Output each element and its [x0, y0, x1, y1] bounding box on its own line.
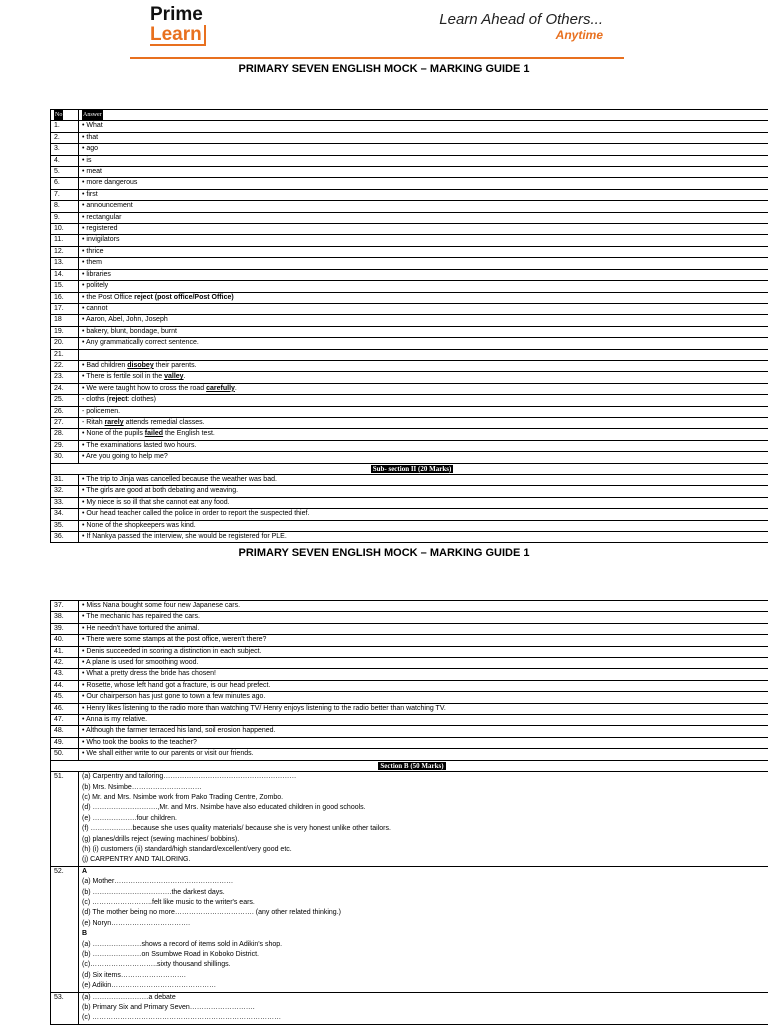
question-number: 31.	[51, 475, 79, 486]
question-number: 35.	[51, 520, 79, 531]
table-row	[51, 235, 768, 246]
question-number: 24.	[51, 383, 79, 394]
table-row	[51, 692, 768, 703]
table-row	[51, 417, 768, 428]
question-number: 17.	[51, 303, 79, 314]
question-number: 19.	[51, 326, 79, 337]
document-title-repeat: PRIMARY SEVEN ENGLISH MOCK – MARKING GUIDE 1	[0, 547, 768, 559]
answer-cell: • The trip to Jinja was cancelled because the weather was bad.	[79, 475, 768, 486]
table-row	[51, 224, 768, 235]
question-number: 7.	[51, 189, 79, 200]
table-row	[51, 440, 768, 451]
answer-cell: • None of the shopkeepers was kind.	[79, 520, 768, 531]
answer-line: (h) (i) customers (ii) standard/high standard/excellent/very good etc.	[82, 845, 768, 855]
answer-cell: • The girls are good at both debating and weaving.	[79, 486, 768, 497]
column-header-answer: Answer	[82, 110, 103, 120]
logo-word-learn: Learn	[150, 25, 206, 46]
document-title: PRIMARY SEVEN ENGLISH MOCK – MARKING GUIDE 1	[0, 63, 768, 75]
section-heading: Section B (50 Marks)	[378, 762, 445, 770]
table-row	[51, 680, 768, 691]
answer-cell: • Denis succeeded in scoring a distinction in each subject.	[79, 646, 768, 657]
page-header	[0, 0, 768, 62]
table-row	[51, 121, 768, 132]
table-row	[51, 509, 768, 520]
answer-cell: • Miss Nana bought some four new Japanese cars.	[79, 601, 768, 612]
table-row	[51, 189, 768, 200]
question-number: 1.	[51, 121, 79, 132]
question-number: 2.	[51, 132, 79, 143]
table-row	[51, 167, 768, 178]
answer-line: (c) ……………………..felt like music to the writer's ears.	[82, 898, 768, 908]
table-row	[51, 132, 768, 143]
question-number: 42.	[51, 658, 79, 669]
question-number: 15.	[51, 281, 79, 292]
answer-cell: • invigilators	[79, 235, 768, 246]
marking-table-2	[50, 600, 768, 1025]
table-row	[51, 452, 768, 463]
answer-line: (b) …………………………….the darkest days.	[82, 888, 768, 898]
answer-cell: • them	[79, 258, 768, 269]
table-row	[51, 258, 768, 269]
question-number: 39.	[51, 623, 79, 634]
table-row	[51, 866, 768, 992]
answer-line: (a) ……………………a debate	[82, 993, 768, 1003]
answer-cell: • He needn't have tortured the animal.	[79, 623, 768, 634]
table-row	[51, 349, 768, 360]
question-number: 6.	[51, 178, 79, 189]
answer-cell: • Any grammatically correct sentence.	[79, 338, 768, 349]
answer-line: (f) ………………because she uses quality materials/ because she is very honest unlike other tailors.	[82, 824, 768, 834]
answer-line: (a) Carpentry and tailoring…………………………………………………	[82, 772, 768, 782]
answer-cell: • Our chairperson has just gone to town a few minutes ago.	[79, 692, 768, 703]
question-number: 43.	[51, 669, 79, 680]
answer-line: (b) Mrs. Nsimbe…………………………	[82, 783, 768, 793]
answer-cell: • cannot	[79, 303, 768, 314]
table-row	[51, 669, 768, 680]
question-number: 4.	[51, 155, 79, 166]
answer-cell	[79, 992, 768, 1024]
answer-cell: • announcement	[79, 201, 768, 212]
question-number: 45.	[51, 692, 79, 703]
table-row	[51, 646, 768, 657]
answer-line: (b) Primary Six and Primary Seven……………………….	[82, 1003, 768, 1013]
section-row	[51, 463, 768, 474]
question-number: 53.	[51, 992, 79, 1024]
answer-cell: • thrice	[79, 246, 768, 257]
table-row	[51, 292, 768, 303]
answer-cell: • What	[79, 121, 768, 132]
question-number: 40.	[51, 635, 79, 646]
question-number: 22.	[51, 360, 79, 371]
table-row	[51, 383, 768, 394]
table-row	[51, 486, 768, 497]
table-row	[51, 703, 768, 714]
answer-cell: • If Nankya passed the interview, she would be registered for PLE.	[79, 532, 768, 543]
table-row	[51, 395, 768, 406]
answer-cell: • The mechanic has repaired the cars.	[79, 612, 768, 623]
answer-cell: • Are you going to help me?	[79, 452, 768, 463]
question-number: 23.	[51, 372, 79, 383]
table-row	[51, 372, 768, 383]
table-row	[51, 520, 768, 531]
question-number: 44.	[51, 680, 79, 691]
table-row	[51, 212, 768, 223]
question-number: 13.	[51, 258, 79, 269]
answer-cell	[79, 772, 768, 867]
answer-cell: • My niece is so ill that she cannot eat any food.	[79, 497, 768, 508]
table-row	[51, 623, 768, 634]
answer-line: (c)………………………..sixty thousand shillings.	[82, 960, 768, 970]
question-number: 27.	[51, 417, 79, 428]
answer-cell: • Our head teacher called the police in order to report the suspected thief.	[79, 509, 768, 520]
question-number: 51.	[51, 772, 79, 867]
question-number: 52.	[51, 866, 79, 992]
answer-cell: - policemen.	[79, 406, 768, 417]
table-row	[51, 303, 768, 314]
question-number: 25.	[51, 395, 79, 406]
table-row	[51, 338, 768, 349]
answer-cell: • libraries	[79, 269, 768, 280]
table-row	[51, 178, 768, 189]
question-number: 33.	[51, 497, 79, 508]
answer-cell: • rectangular	[79, 212, 768, 223]
table-row	[51, 269, 768, 280]
answer-cell: • is	[79, 155, 768, 166]
question-number: 3.	[51, 144, 79, 155]
answer-cell: • registered	[79, 224, 768, 235]
table-row	[51, 315, 768, 326]
answer-cell: • What a pretty dress the bride has chosen!	[79, 669, 768, 680]
table-row	[51, 601, 768, 612]
question-number: 16.	[51, 292, 79, 303]
answer-line: (d) ……………………….,Mr. and Mrs. Nsimbe have also educated children in good schools.	[82, 803, 768, 813]
answer-cell: • meat	[79, 167, 768, 178]
header-rule	[130, 57, 624, 59]
answer-line: (e) Noryn…………………………….	[82, 919, 768, 929]
table-row	[51, 360, 768, 371]
question-number: 8.	[51, 201, 79, 212]
answer-line: (g) planes/drills reject (sewing machines/ bobbins).	[82, 835, 768, 845]
question-number: 9.	[51, 212, 79, 223]
answer-cell: • Although the farmer terraced his land, soil erosion happened.	[79, 726, 768, 737]
answer-line: (j) CARPENTRY AND TAILORING.	[82, 855, 768, 865]
question-number: 29.	[51, 440, 79, 451]
tagline-line1: Learn Ahead of Others...	[439, 12, 603, 28]
table-row	[51, 612, 768, 623]
question-number: 10.	[51, 224, 79, 235]
question-number: 32.	[51, 486, 79, 497]
table-header-row	[51, 110, 768, 121]
answer-cell: • We were taught how to cross the road carefully.	[79, 383, 768, 394]
answer-cell: • bakery, blunt, bondage, burnt	[79, 326, 768, 337]
answer-cell: • the Post Office reject (post office/Post Office)	[79, 292, 768, 303]
answer-cell	[79, 866, 768, 992]
answer-cell: • Anna is my relative.	[79, 715, 768, 726]
tagline	[439, 12, 603, 42]
question-number: 38.	[51, 612, 79, 623]
question-number: 26.	[51, 406, 79, 417]
answer-line: (c) ………………………………………………………………………	[82, 1013, 768, 1023]
question-number: 21.	[51, 349, 79, 360]
table-row	[51, 726, 768, 737]
table-row	[51, 155, 768, 166]
answer-line: (e) ……………….four children.	[82, 814, 768, 824]
answer-line: A	[82, 867, 768, 877]
answer-line: B	[82, 929, 768, 939]
answer-line: (a) Mother……………………………………………	[82, 877, 768, 887]
answer-cell: • Henry likes listening to the radio more than watching TV/ Henry enjoys listening to the radio better than watching TV.	[79, 703, 768, 714]
answer-cell: • Aaron, Abel, John, Joseph	[79, 315, 768, 326]
table-row	[51, 246, 768, 257]
answer-cell	[79, 349, 768, 360]
table-row	[51, 144, 768, 155]
answer-line: (e) Adikin………………………………………	[82, 981, 768, 991]
section-row	[51, 760, 768, 771]
table-row	[51, 406, 768, 417]
section-heading: Sub- section II (20 Marks)	[371, 465, 454, 473]
answer-cell: • A plane is used for smoothing wood.	[79, 658, 768, 669]
question-number: 11.	[51, 235, 79, 246]
table-row	[51, 475, 768, 486]
answer-cell: • more dangerous	[79, 178, 768, 189]
table-row	[51, 281, 768, 292]
table-row	[51, 326, 768, 337]
question-number: 14.	[51, 269, 79, 280]
answer-cell: • Who took the books to the teacher?	[79, 737, 768, 748]
question-number: 34.	[51, 509, 79, 520]
table-row	[51, 772, 768, 867]
question-number: 48.	[51, 726, 79, 737]
table-row	[51, 715, 768, 726]
answer-cell: • Rosette, whose left hand got a fracture, is our head prefect.	[79, 680, 768, 691]
question-number: 28.	[51, 429, 79, 440]
table-row	[51, 429, 768, 440]
answer-line: (d) The mother being no more……………………………. (any other related thinking.)	[82, 908, 768, 918]
answer-cell: - Ritah rarely attends remedial classes.	[79, 417, 768, 428]
answer-cell: • politely	[79, 281, 768, 292]
question-number: 5.	[51, 167, 79, 178]
answer-cell: • The examinations lasted two hours.	[79, 440, 768, 451]
table-row	[51, 532, 768, 543]
answer-cell: • ago	[79, 144, 768, 155]
answer-line: (c) Mr. and Mrs. Nsimbe work from Pako Trading Centre, Zombo.	[82, 793, 768, 803]
answer-cell: - cloths (reject: clothes)	[79, 395, 768, 406]
answer-cell: • There were some stamps at the post office, weren't there?	[79, 635, 768, 646]
question-number: 50.	[51, 749, 79, 760]
answer-line: (b) …………………on Ssumbwe Road in Koboko District.	[82, 950, 768, 960]
answer-cell: • We shall either write to our parents or visit our friends.	[79, 749, 768, 760]
column-header-no: No	[54, 110, 63, 120]
table-row	[51, 737, 768, 748]
question-number: 18	[51, 315, 79, 326]
question-number: 47.	[51, 715, 79, 726]
question-number: 12.	[51, 246, 79, 257]
answer-line: (d) Six items……………………….	[82, 971, 768, 981]
logo-word-prime: Prime	[150, 5, 206, 24]
table-row	[51, 497, 768, 508]
answer-cell: • Bad children disobey their parents.	[79, 360, 768, 371]
prime-learn-logo	[150, 5, 206, 46]
question-number: 46.	[51, 703, 79, 714]
table-row	[51, 749, 768, 760]
answer-cell: • There is fertile soil in the valley.	[79, 372, 768, 383]
marking-table-1	[50, 109, 768, 543]
table-row	[51, 201, 768, 212]
question-number: 36.	[51, 532, 79, 543]
question-number: 41.	[51, 646, 79, 657]
question-number: 20.	[51, 338, 79, 349]
question-number: 49.	[51, 737, 79, 748]
answer-cell: • that	[79, 132, 768, 143]
answer-cell: • first	[79, 189, 768, 200]
tagline-line2: Anytime	[439, 28, 603, 42]
table-row	[51, 635, 768, 646]
question-number: 37.	[51, 601, 79, 612]
answer-cell: • None of the pupils failed the English test.	[79, 429, 768, 440]
table-row	[51, 658, 768, 669]
table-row	[51, 992, 768, 1024]
question-number: 30.	[51, 452, 79, 463]
answer-line: (a) …………………shows a record of items sold in Adikin's shop.	[82, 940, 768, 950]
